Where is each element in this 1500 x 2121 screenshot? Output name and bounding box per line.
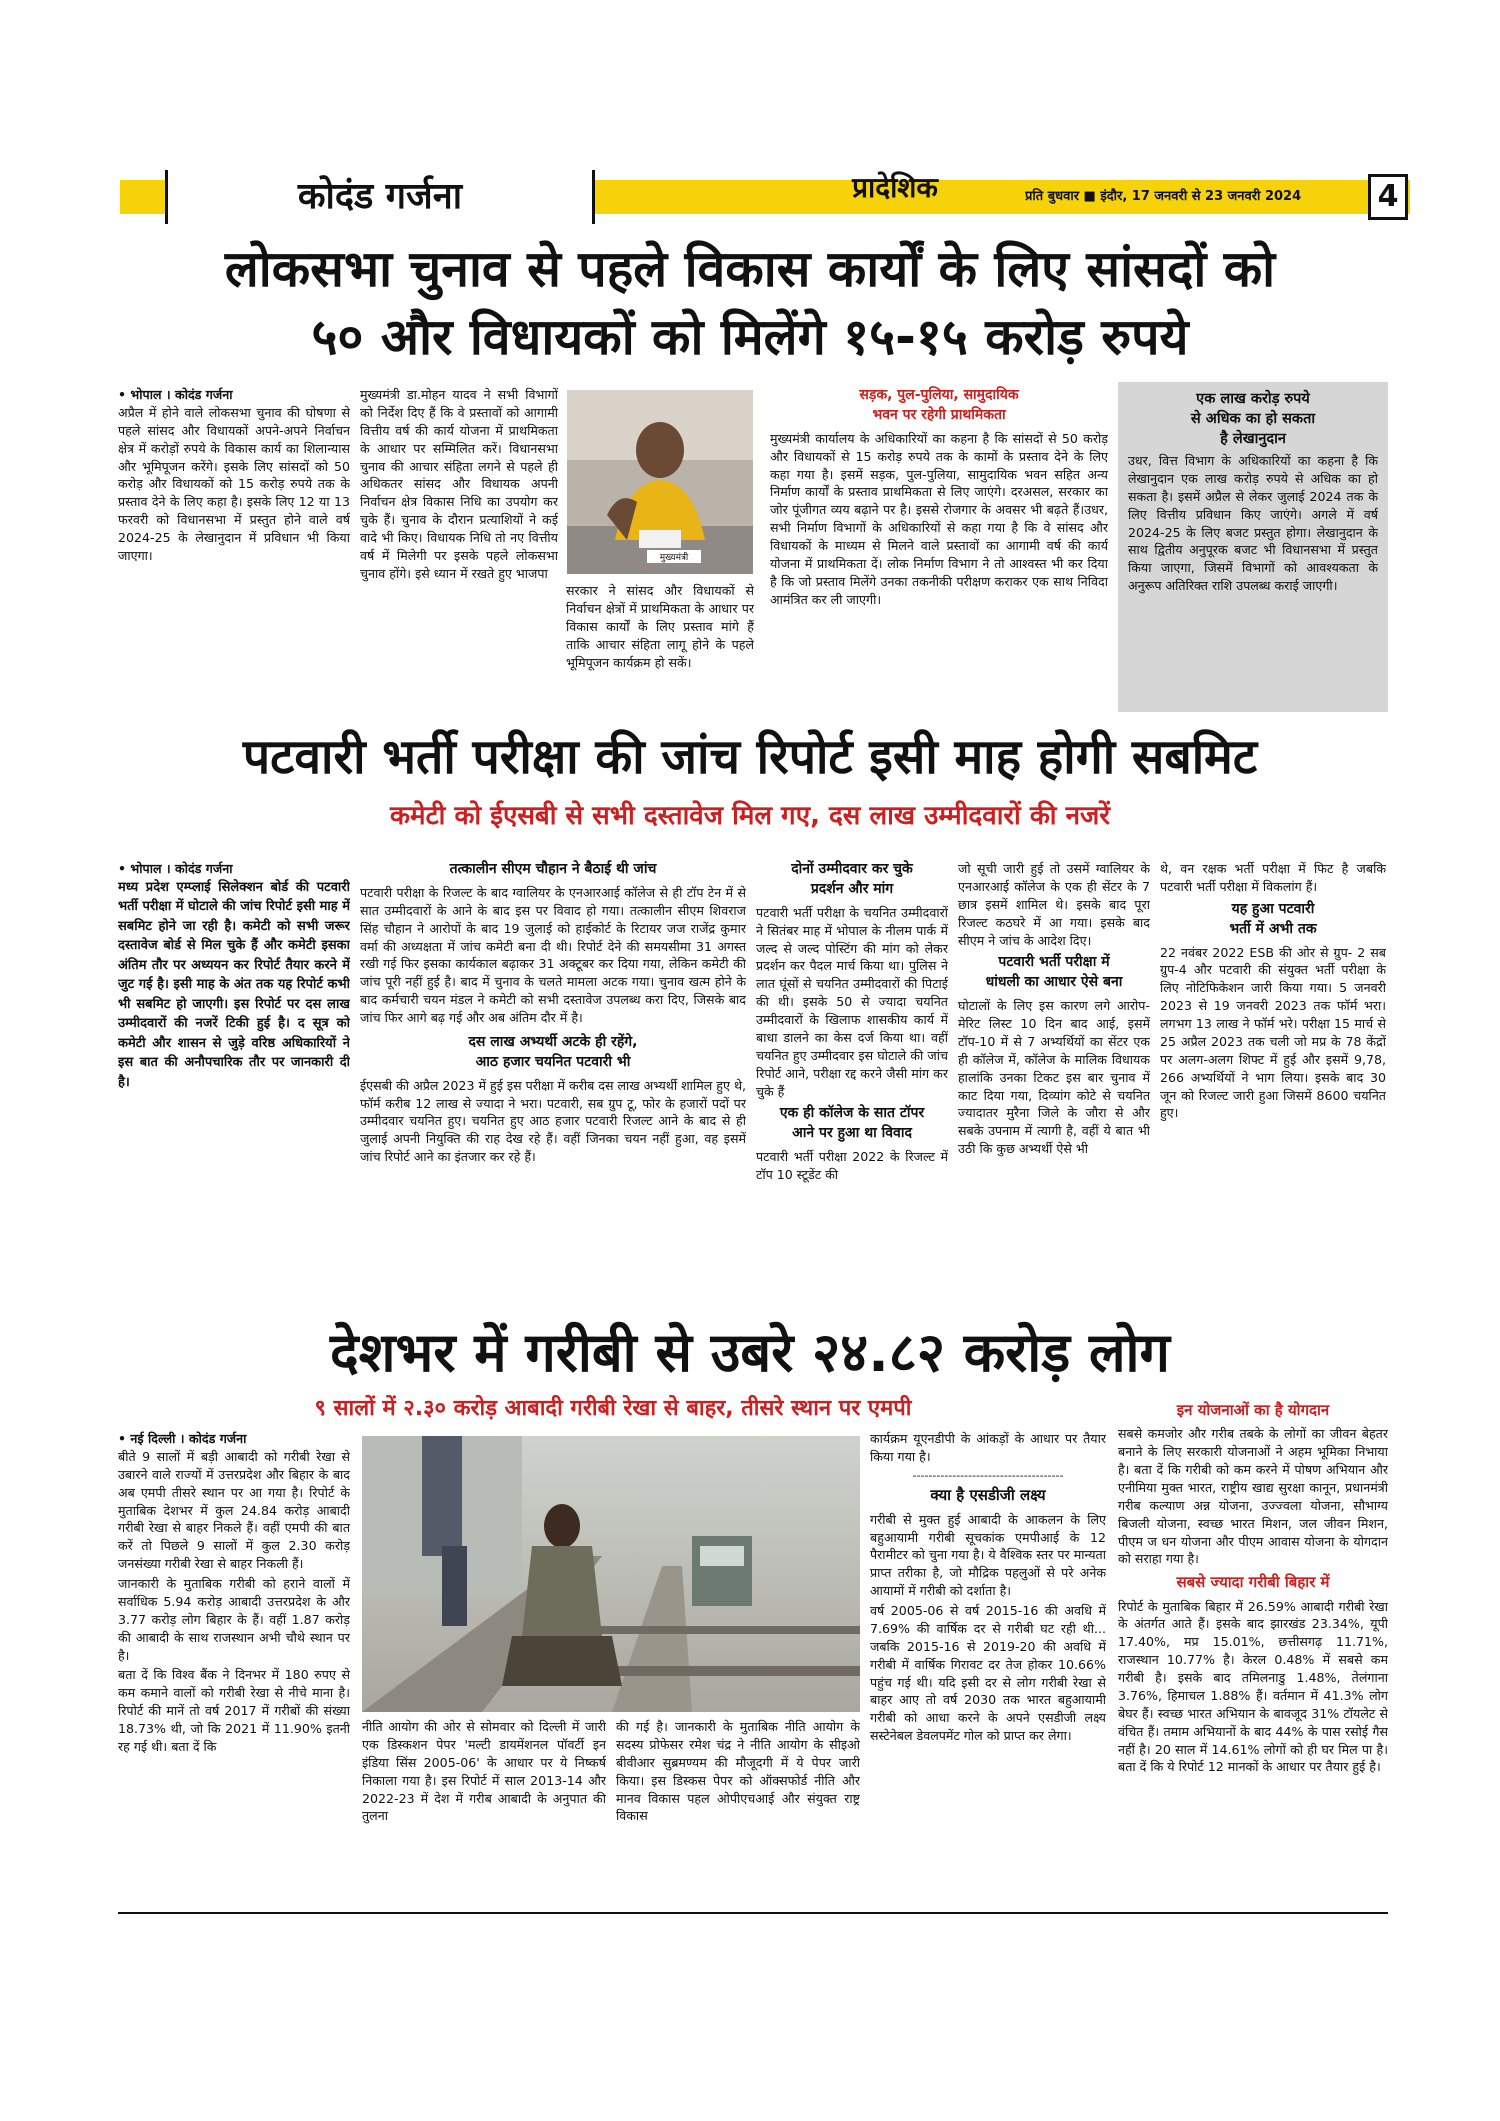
story2-c3-text2: पटवारी भर्ती परीक्षा 2022 के रिजल्ट में टॉप 10 स्टूडेंट की <box>756 1149 948 1182</box>
poverty-photo-image <box>362 1436 860 1712</box>
story1-mid-head-line1: सड़क, पुल-पुलिया, सामुदायिक <box>859 387 1019 403</box>
story3-col1-text: बीते 9 सालों में बड़ी आबादी को गरीबी रेखा से उबारने वाले राज्यों में उत्तरप्रदेश और बिहार के बाद अब एमपी तीसरे स्थान पर आ गया है। रिपोर्ट के मुताबिक देशभर में कुल 24.84 करोड़ आबादी गरीबी रेखा से बाहर निकले हैं। वहीं एमपी की बात करें तो पिछले 9 सालों में कुल 2.30 करोड़ जनसंख्या गरीबी रेखा से बाहर निकली हैं। <box>118 1448 350 1572</box>
story2-c3-head-line1: दोनों उम्मीदवार कर चुके <box>791 861 913 877</box>
story3-under-photo-1-text: नीति आयोग की ओर से सोमवार को दिल्ली में जारी एक डिस्कशन पेपर 'मल्टी डायमेंशनल पॉवर्टी इन इंडिया सिंस 2005-06' के आधार पर ये निष्कर्ष निकाला गया है। इस रिपोर्ट में साल 2013-14 और 2022-23 में देश में गरीब आबादी के अनुपात की तुलना <box>362 1719 606 1824</box>
story1-col1-text: अप्रैल में होने वाले लोकसभा चुनाव की घोषणा से पहले सांसद और विधायकों अपने-अपने निर्वाचन क्षेत्र में करोड़ों रुपये के विकास कार्य का शिलान्यास और भूमिपूजन करेंगे। इसके लिए सांसदों को 50 करोड़ और विधायकों को 15 करोड़ रुपये तक के प्रस्ताव देने के लिए कहा है। इसके लिए 12 या 13 फरवरी को विधानसभा में प्रस्तुत होने वाले वर्ष 2024-25 के लेखानुदान में प्रविधान भी किया जाएगा। <box>118 404 350 563</box>
story2-lead-column <box>118 860 350 1310</box>
story2-c2-head: तत्कालीन सीएम चौहान ने बैठाई थी जांच <box>449 861 657 877</box>
story3-col3-text: गरीबी से मुक्त हुई आबादी के आकलन के लिए बहुआयामी गरीबी सूचकांक एमपीआई के 12 पैरामीटर को चुना गया है। ये वैश्विक स्तर पर मान्यता प्राप्त तरीका है, जो मौद्रिक पहलुओं से परे अनेक आयामों में गरीबी को दर्शाता है। <box>870 1511 1106 1599</box>
story1-box-text: उधर, वित्त विभाग के अधिकारियों का कहना है कि लेखानुदान एक लाख करोड़ रुपये से अधिक का हो सकता है। इसमें अप्रैल से लेकर जुलाई 2024 तक के लिए वित्तीय प्रविधान किए जाएंगे। अगले में वर्ष 2024-25 के लिए बजट प्रस्तुत होगा। लेखानुदान के साथ द्वितीय अनुपूरक बजट भी विधानसभा में प्रस्तुत किया जाएगा, जिसमें विभागों को आवश्यकता के अनुरूप अतिरिक्त राशि उपलब्ध कराई जाएगी। <box>1128 453 1378 594</box>
story2-c2-text2: ईएसबी की अप्रैल 2023 में हुई इस परीक्षा में करीब दस लाख अभ्यर्थी शामिल हुए थे, फॉर्म करीब 12 लाख से ज्यादा ने भरा। पटवारी, सब ग्रुप टू, फोर के हजारों पदों पर उम्मीदवार चयनित हुए। चयनित हुए आठ हजार पटवारी रिजल्ट आने के बाद से ही जुलाई अपनी नियुक्ति की राह देख रहे हैं। वहीं जिनका चयन नहीं हुआ, वह इसमें जांच रिपोर्ट आने का इंतजार कर रहे हैं। <box>360 1077 746 1165</box>
dateline: प्रति बुधवार ■ इंदौर, 17 जनवरी से 23 जनवरी 2024 <box>1025 189 1302 204</box>
story2-c5-text2: 22 नवंबर 2022 ESB की ओर से ग्रुप- 2 सब ग्रुप-4 और पटवारी की संयुक्त भर्ती परीक्षा के लिए नोटिफिकेशन जारी किया गया। 5 जनवरी 2023 से 19 जनवरी 2023 तक फॉर्म भरा। लगभग 13 लाख ने फॉर्म भरे। परीक्षा 15 मार्च से 25 अप्रैल 2023 तक चली जो मप्र के 78 केंद्रों पर अलग-अलग शिफ्ट में हुई और इसमें 9,78, 266 अभ्यर्थियों ने भाग लिया। इसके बाद 30 जून को रिजल्ट जारी हुआ जिसमें 8600 चयनित हुए। <box>1160 944 1386 1121</box>
story2-c2-text: पटवारी परीक्षा के रिजल्ट के बाद ग्वालियर के एनआरआई कॉलेज से ही टॉप टेन में से सात उम्मीदवारों के आने के बाद इस पर विवाद हो गया। तत्कालीन सीएम शिवराज सिंह चौहान ने आरोपों के बाद 19 जुलाई को हाईकोर्ट के रिटायर जज राजेंद्र कुमार वर्मा की अध्यक्षता में जांच कमेटी बना दी थी। रिपोर्ट देने की समयसीमा 31 अगस्त रखी गई फिर इसका कार्यकाल बढ़ाकर 31 अक्टूबर कर दिया गया, लेकिन कमेटी की जांच पूरी नहीं हुई है। बाद में चुनाव के चलते मामला अटक गया। चुनाव खत्म होने के बाद कर्मचारी चयन मंडल ने कमेटी को सभी दस्तावेज उपलब्ध करा दिए, जिसके बाद जांच फिर आगे बढ़ गई और अब अंतिम दौर में है। <box>360 884 746 1025</box>
story3-col3-text2: वर्ष 2005-06 से वर्ष 2015-16 की अवधि में 7.69% की वार्षिक दर से गरीबी घट रही थी... जबकि 2015-16 से 2019-20 की अवधि में गरीबी में वार्षिक गिरावट दर तेज होकर 10.66% पहुंच गई थी। यदि इसी दर से लोग गरीबी रेखा से बाहर आए तो वर्ष 2030 तक भारत बहुआयामी गरीबी को आधा करने के अपने एसडीजी लक्ष्य सस्टेनेबल डेवलपमेंट गोल को प्राप्त कर लेगा। <box>870 1603 1106 1744</box>
story2-c4-text: जो सूची जारी हुई तो उसमें ग्वालियर के एनआरआई कॉलेज के एक ही सेंटर के 7 छात्र इसमें शामिल थे। इसके बाद पूरा रिजल्ट कठघरे में आ गया। इसके बाद सीएम ने जांच के आदेश दिए। <box>958 861 1150 948</box>
story2-c3-head-line2: प्रदर्शन और मांग <box>810 880 894 897</box>
story3-headline: देशभर में गरीबी से उबरे २४.८२ करोड़ लोग <box>330 1321 1170 1384</box>
story2-c4-head-line2: धांधली का आधार ऐसे बना <box>985 974 1123 991</box>
story1-mid-head <box>770 386 1108 426</box>
story2-c3-head2-line1: एक ही कॉलेज के सात टॉपर <box>779 1105 925 1122</box>
story2-c5-head-line2: भर्ती में अभी तक <box>1229 920 1317 937</box>
story2-byline: • भोपाल । कोदंड गर्जना <box>118 861 233 876</box>
masthead-logo: कोदंड गर्जना <box>297 176 463 217</box>
story3-col4-head2: सबसे ज्यादा गरीबी बिहार में <box>1176 1573 1330 1592</box>
story2-c2-head2-line1: दस लाख अभ्यर्थी अटके ही रहेंगे, <box>468 1033 638 1050</box>
story3-col1b-text: जानकारी के मुताबिक गरीबी को हराने वालों में सर्वाधिक 5.94 करोड़ आबादी उत्तरप्रदेश के और 3.77 करोड़ लोग बिहार के हैं। वहीं 1.87 करोड़ की आबादी के साथ राजस्थान अभी चौथे स्थान पर है। <box>118 1576 350 1663</box>
story3-column-3 <box>870 1430 1106 1906</box>
section-label: प्रादेशिक <box>852 171 938 204</box>
story3-under-photo-2-text: की गई है। जानकारी के मुताबिक नीति आयोग के सदस्य प्रोफेसर रमेश चंद्र ने नीति आयोग के सीइओ बीवीआर सुब्रमण्यम की मौजूदगी में ये पेपर जारी किया। इस डिस्कस पेपर को ऑक्सफोर्ड नीति और मानव विकास पहल ओपीएचआई और संयुक्त राष्ट्र विकास <box>616 1719 860 1824</box>
story3-column-1 <box>118 1430 350 1906</box>
story1-col2-text: मुख्यमंत्री डा.मोहन यादव ने सभी विभागों को निर्देश दिए हैं कि वे प्रस्तावों को आगामी वित्तीय वर्ष की कार्य योजना में प्राथमिकता के आधार पर सम्मिलित करें। विधानसभा चुनाव की आचार संहिता लगने से पहले ही अधिकतर सांसद और विधायक अपनी निर्वाचन क्षेत्र विकास निधि का उपयोग कर चुके हैं। चुनाव के दौरान प्रत्याशियों ने कई वादे भी किए। विधायक निधि तो नए वित्तीय वर्ष में मिलेगी पर इसके पहले लोकसभा चुनाव होंगे। इसे ध्यान में रखते हुए भाजपा <box>360 387 558 581</box>
story1-headline-line1: लोकसभा चुनाव से पहले विकास कार्यों के लिए सांसदों को <box>224 240 1276 298</box>
story1-box-head-line3: है लेखानुदान <box>1220 431 1286 447</box>
story3-col3-top: कार्यक्रम यूएनडीपी के आंकड़ों के आधार पर तैयार किया गया है। <box>870 1431 1106 1464</box>
story3-byline: • नई दिल्ली । कोदंड गर्जना <box>118 1431 247 1446</box>
story2-c3-head2 <box>756 1104 948 1144</box>
story1-column-1 <box>118 386 350 716</box>
story2-subheadline: कमेटी को ईएसबी से सभी दस्तावेज मिल गए, दस लाख उम्मीदवारों की नजरें <box>390 801 1110 831</box>
story1-mid-head-line2: भवन पर रहेगी प्राथमिकता <box>872 406 1006 423</box>
story2-headline: पटवारी भर्ती परीक्षा की जांच रिपोर्ट इसी माह होगी सबमिट <box>242 729 1258 785</box>
story1-box-head-line2: से अधिक का हो सकता <box>1190 411 1316 427</box>
story2-column-5 <box>1160 860 1386 1310</box>
story2-column-3 <box>756 860 948 1310</box>
page-number: 4 <box>1368 174 1408 220</box>
story1-box-head <box>1128 388 1378 448</box>
story1-sidebar-box <box>1118 382 1388 712</box>
cm-photo-image <box>567 390 753 574</box>
story2-c3-head <box>756 860 948 900</box>
story2-c3-head2-line2: आने पर हुआ था विवाद <box>792 1125 912 1142</box>
story2-c3-text: पटवारी भर्ती परीक्षा के चयनित उम्मीदवारों ने सितंबर माह में भोपाल के नीलम पार्क में जल्द से जल्द पोस्टिंग की मांग को लेकर प्रदर्शन कर पैदल मार्च किया था। पुलिस ने लात घूंसों से चयनित उम्मीदवारों की पिटाई की थी। इसके 50 से ज्यादा चयनित उम्मीदवारों के खिलाफ शासकीय कार्य में बाधा डालने का केस दर्ज किया था। वहीं चयनित हुए उम्मीदवार इस घोटाले की जांच रिपोर्ट आने, परीक्षा रद्द करने जैसी मांग कर चुके हैं <box>756 904 948 1099</box>
story3-col1c-text: बता दें कि विश्व बैंक ने दिनभर में 180 रुपए से कम कमाने वालों को गरीबी रेखा से नीचे माना है। रिपोर्ट की मानें तो वर्ष 2017 में गरीबों की संख्या 18.73% थी, जो कि 2021 में 11.90% इतनी रह गई थी। बता दें कि <box>118 1667 350 1754</box>
story1-col3-text: सरकार ने सांसद और विधायकों से निर्वाचन क्षेत्रों में प्राथमिकता के आधार पर विकास कार्यों के लिए प्रस्ताव मांगे हैं ताकि आचार संहिता लागू होने के पहले भूमिपूजन कार्यक्रम हो सकें। <box>566 583 754 670</box>
story3-col4-text: सबसे कमजोर और गरीब तबके के लोगों का जीवन बेहतर बनाने के लिए सरकारी योजनाओं ने अहम भूमिका निभाया है। बता दें कि गरीबी को कम करने में पोषण अभियान और एनीमिया मुक्त भारत, राष्ट्रीय खाद्य सुरक्षा कानून, प्रधानमंत्री गरीब कल्याण अन्न योजना, उज्ज्वला योजना, सौभाग्य बिजली योजना, स्वच्छ भारत मिशन, जल जीवन मिशन, पीएम ज धन योजना और पीएम आवास योजना के योगदान को सराहा गया है। <box>1118 1426 1388 1567</box>
story3-column-4 <box>1118 1400 1388 1906</box>
story1-box-head-line1: एक लाख करोड़ रुपये <box>1196 391 1310 407</box>
story2-c5-head <box>1160 900 1386 940</box>
story2-c4-head <box>958 953 1150 993</box>
story2-c2-head2 <box>360 1033 746 1073</box>
story1-headline-line2: ५० और विधायकों को मिलेंगे १५-१५ करोड़ रुपये <box>311 308 1189 366</box>
story2-column-2 <box>360 860 746 1310</box>
story2-c4-text2: घोटालों के लिए इस कारण लगे आरोप- मेरिट लिस्ट 10 दिन बाद आई, इसमें टॉप-10 में से 7 अभ्यर्थियों का सेंटर एक ही कॉलेज में, कॉलेज के मालिक विधायक हालांकि उनका टिकट इस बार चुनाव में काट दिया गया, दिव्यांग कोटे से चयनित ज्यादातर मुरैना जिले के जौरा से और सबके उपनाम में त्यागी है, वहीं ये बात भी उठी कि कुछ अभ्यर्थी ऐसे भी <box>958 998 1150 1157</box>
story1-column-3 <box>566 582 754 716</box>
story3-col4-text2: रिपोर्ट के मुताबिक बिहार में 26.59% आबादी गरीबी रेखा के अंतर्गत आते हैं। इसके बाद झारखंड 23.34%, यूपी 17.40%, मप्र 15.01%, छत्तीसगढ़ 11.71%, राजस्थान 10.77% है। केरल 0.48% में सबसे कम गरीबी है। इसके बाद तमिलनाडु 1.48%, तेलंगाना 3.76%, हिमाचल 1.88% हैं। वर्तमान में 41.3% लोग बेघर हैं। स्वच्छ भारत अभियान के बावजूद 31% टॉयलेट से वंचित हैं। तमाम अभियानों के बाद 44% के पास रसोई गैस नहीं है। 20 साल में 14.61% लोगों को ही घर मिल पा है। बता दें कि ये रिपोर्ट 12 मानकों के आधार पर तैयार हुई है। <box>1118 1598 1388 1775</box>
story3-col3-head: क्या है एसडीजी लक्ष्य <box>930 1486 1046 1505</box>
bottom-rule <box>118 1912 1388 1914</box>
story2-c4-head-line1: पटवारी भर्ती परीक्षा में <box>998 954 1110 971</box>
story3-under-photo-2 <box>616 1718 860 1908</box>
cm-photo <box>567 390 753 574</box>
story1-column-2 <box>360 386 558 716</box>
story1-column-4 <box>770 386 1108 716</box>
story2-c5-head-line1: यह हुआ पटवारी <box>1231 900 1315 917</box>
cm-photo-caption: मुख्यमंत्री <box>647 550 701 563</box>
story2-column-4 <box>958 860 1150 1310</box>
story2-lead-text: मध्य प्रदेश एम्प्लाई सिलेक्शन बोर्ड की पटवारी भर्ती परीक्षा में घोटाले की जांच रिपोर्ट इसी माह में सबमिट होने जा रही है। कमेटी को सभी जरूर दस्तावेज बोर्ड से मिल चुके हैं और कमेटी इसका अंतिम तौर पर अध्ययन कर रिपोर्ट तैयार करने में जुट गई है। इसी माह के अंत तक यह रिपोर्ट कभी भी सबमिट हो जाएगी। इस रिपोर्ट पर दस लाख उम्मीदवारों की नजरें टिकी हुई है। द सूत्र को कमेटी और शासन से जुड़े वरिष्ठ अधिकारियों ने इस बात की अनौपचारिक तौर पर जानकारी दी है। <box>118 879 350 1090</box>
story2-c5-text: थे, वन रक्षक भर्ती परीक्षा में फिट है जबकि पटवारी भर्ती परीक्षा में विकलांग हैं। <box>1160 861 1386 894</box>
story1-byline: • भोपाल । कोदंड गर्जना <box>118 387 233 402</box>
story1-mid-text: मुख्यमंत्री कार्यालय के अधिकारियों का कहना है कि सांसदों से 50 करोड़ और विधायकों से 15 करोड़ रुपये तक के कामों के प्रस्ताव देने के लिए कहा गया है। इसमें सड़क, पुल-पुलिया, सामुदायिक भवन सहित अन्य निर्माण कार्यों के प्रस्ताव प्राथमिकता से लिए जाएंगे। दरअसल, सरकार का जोर पूंजीगत व्यय बढ़ाने पर है। इससे रोजगार के अवसर भी बढ़ते हैं।उधर, सभी निर्माण विभागों के अधिकारियों से कहा गया है कि वे सांसद और विधायकों के माध्यम से मिलने वाले प्रस्तावों का आगामी वर्ष की कार्य योजना में प्राथमिकता दें। लोक निर्माण विभाग ने तो आश्वस्त भी कर दिया है कि जो प्रस्ताव मिलेंगे उनका तकनीकी परीक्षण कराकर एक साथ निविदा आमंत्रित कर ली जाएगी। <box>770 430 1108 607</box>
story3-divider: -------------------------------------- <box>912 1468 1064 1482</box>
poverty-photo <box>362 1436 860 1712</box>
story3-under-photo-1 <box>362 1718 606 1908</box>
story3-subheadline: ९ सालों में २.३० करोड़ आबादी गरीबी रेखा से बाहर, तीसरे स्थान पर एमपी <box>314 1396 912 1421</box>
story2-c2-head2-line2: आठ हजार चयनित पटवारी भी <box>475 1053 631 1070</box>
masthead-logo-box <box>165 170 595 224</box>
masthead <box>120 170 1410 224</box>
story3-col4-head: इन योजनाओं का है योगदान <box>1176 1401 1330 1419</box>
